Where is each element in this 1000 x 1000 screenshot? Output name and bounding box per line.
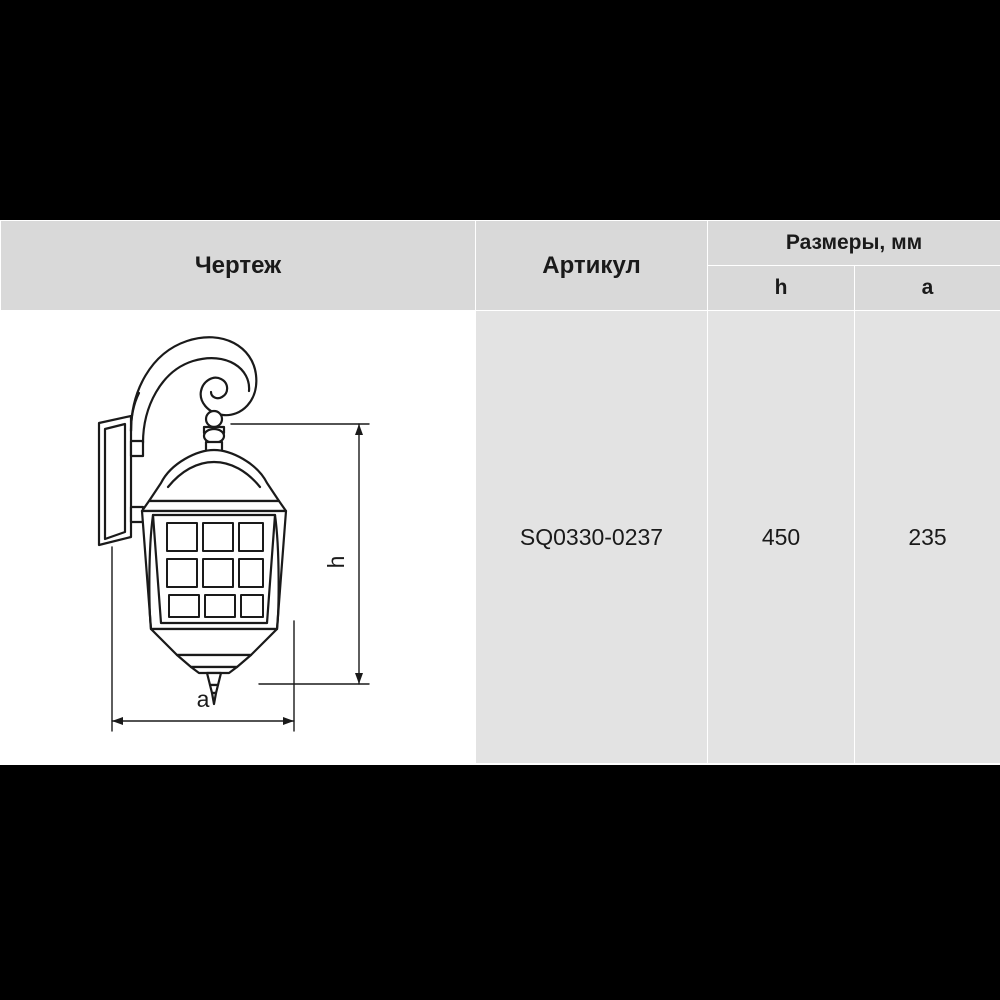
header-drawing: Чертеж: [1, 221, 476, 311]
header-dimensions: Размеры, мм: [708, 221, 1000, 266]
specification-table: [0, 220, 1000, 764]
cell-dim-h: 450: [708, 311, 855, 764]
dimension-label-width: a: [196, 686, 210, 712]
dimension-label-height: h: [323, 555, 349, 569]
header-article: Артикул: [476, 221, 708, 311]
cell-article: SQ0330-0237: [476, 311, 708, 764]
table-header-row: [1, 221, 1000, 266]
drawing-container: [1, 311, 475, 763]
table-row: [1, 311, 1000, 764]
lantern-drawing-svg: [1, 311, 476, 763]
cell-dim-a: 235: [855, 311, 1000, 764]
header-dim-h: h: [708, 266, 855, 311]
spec-sheet: [0, 220, 1000, 765]
cell-drawing: [1, 311, 476, 764]
header-dim-a: a: [855, 266, 1000, 311]
